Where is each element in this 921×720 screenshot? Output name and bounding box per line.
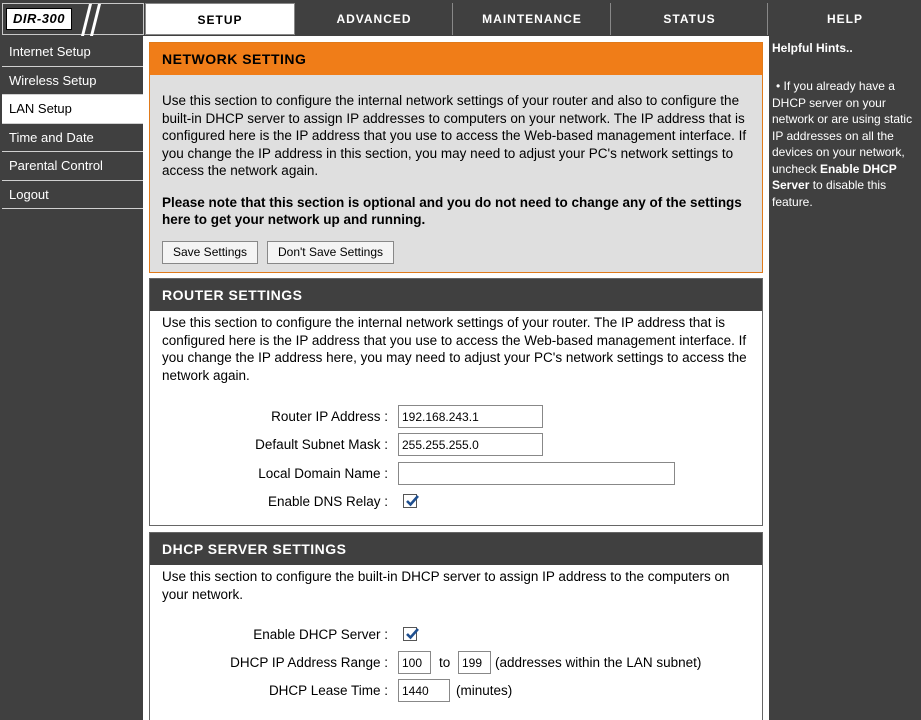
section-title: DHCP SERVER SETTINGS — [150, 533, 762, 565]
hint-emphasis: Enable DHCP Server — [772, 161, 897, 192]
subnet-mask-input[interactable] — [398, 433, 543, 456]
subnet-mask-label: Default Subnet Mask : — [255, 437, 388, 452]
help-hint — [769, 60, 921, 210]
check-icon — [404, 493, 420, 509]
router-ip-row — [150, 405, 764, 429]
help-panel — [769, 36, 921, 720]
router-ip-label: Router IP Address : — [271, 409, 388, 424]
dhcp-range-end-input[interactable] — [458, 651, 491, 674]
section-description: Use this section to configure the internal network settings of your router and also to configure the built-in DHCP server to assign IP addresses to computers on your network. The IP address that is configured here is the IP address that you use to access the Web-based management interface. If you change the IP address in this section, you may need to adjust your PC's network settings to access the network again. — [162, 93, 747, 178]
tab-status[interactable]: STATUS — [612, 3, 768, 35]
sidebar — [2, 38, 143, 209]
sidebar-item-lan-setup[interactable]: LAN Setup — [2, 95, 143, 124]
network-setting-section — [149, 42, 763, 273]
range-to-label: to — [439, 655, 451, 670]
lease-time-row — [150, 679, 764, 703]
save-settings-button[interactable]: Save Settings — [162, 241, 258, 264]
lease-time-unit: (minutes) — [456, 683, 513, 698]
lease-time-label: DHCP Lease Time : — [268, 683, 388, 698]
model-name: DIR-300 — [6, 8, 72, 30]
dhcp-settings-section — [149, 532, 763, 720]
router-settings-section — [149, 278, 763, 526]
subnet-mask-row — [150, 433, 764, 457]
dhcp-range-label: DHCP IP Address Range : — [230, 655, 388, 670]
help-title: Helpful Hints.. — [772, 41, 853, 55]
hint-text-end: to disable this feature. — [772, 178, 887, 209]
dhcp-range-row — [150, 651, 764, 675]
local-domain-input[interactable] — [398, 462, 675, 485]
sidebar-item-internet-setup[interactable]: Internet Setup — [2, 38, 143, 67]
tab-maintenance[interactable]: MAINTENANCE — [454, 3, 611, 35]
sidebar-item-wireless-setup[interactable]: Wireless Setup — [2, 67, 143, 96]
brand-logo — [2, 3, 144, 35]
section-description: Use this section to configure the built-in DHCP server to assign IP address to the computers on your network. — [162, 569, 730, 602]
dns-relay-checkbox[interactable] — [403, 494, 417, 508]
section-note: Please note that this section is optional and you do not need to change any of the settings here to get your network up and running. — [162, 194, 742, 227]
tab-help[interactable]: HELP — [769, 3, 921, 35]
sidebar-item-logout[interactable]: Logout — [2, 181, 143, 210]
enable-dhcp-label: Enable DHCP Server : — [253, 627, 388, 642]
top-bar — [0, 0, 921, 36]
section-title: NETWORK SETTING — [150, 43, 762, 75]
hint-text: If you already have a DHCP server on your network or are using static IP addresses on all the devices on your network, uncheck — [772, 79, 913, 176]
enable-dhcp-checkbox[interactable] — [403, 627, 417, 641]
section-description: Use this section to configure the internal network settings of your router. The IP address that is configured here is the IP address that you use to access the Web-based management interface. If you change the IP address here, you may need to adjust your PC's network settings to access the network again. — [162, 315, 747, 383]
sidebar-item-time-and-date[interactable]: Time and Date — [2, 124, 143, 153]
dont-save-settings-button[interactable]: Don't Save Settings — [267, 241, 394, 264]
bullet-icon: • — [776, 79, 781, 93]
lease-time-input[interactable] — [398, 679, 450, 702]
tab-advanced[interactable]: ADVANCED — [296, 3, 453, 35]
check-icon — [404, 626, 420, 642]
tab-setup[interactable]: SETUP — [145, 3, 295, 35]
range-note: (addresses within the LAN subnet) — [495, 655, 702, 670]
sidebar-item-parental-control[interactable]: Parental Control — [2, 152, 143, 181]
dhcp-range-start-input[interactable] — [398, 651, 431, 674]
local-domain-label: Local Domain Name : — [258, 466, 388, 481]
router-ip-input[interactable] — [398, 405, 543, 428]
logo-slash — [90, 4, 101, 36]
main-content — [143, 36, 769, 720]
section-title: ROUTER SETTINGS — [150, 279, 762, 311]
dns-relay-label: Enable DNS Relay : — [267, 494, 388, 509]
local-domain-row — [150, 462, 764, 486]
dns-relay-row — [150, 490, 764, 514]
enable-dhcp-row — [150, 623, 764, 647]
